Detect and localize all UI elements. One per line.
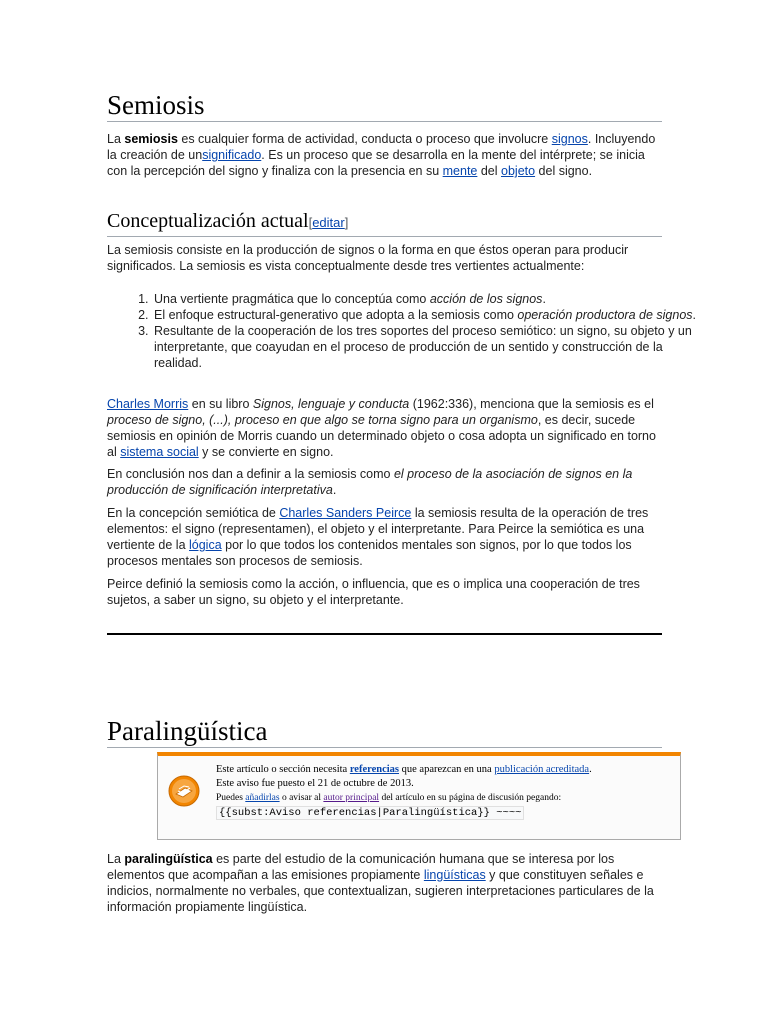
page-title-paralinguistica: Paralingüística: [107, 716, 662, 748]
link-significado[interactable]: significado: [202, 148, 262, 162]
paragraph-semiosis-definition: La semiosis consiste en la producción de signos o la forma en que éstos operan para producir significados. La semiosis es vista conceptualmente desde tres vertientes actualmente:: [107, 243, 629, 273]
link-signos[interactable]: signos: [551, 132, 588, 146]
notice-date: Este aviso fue puesto el 21 de octubre de 2013.: [216, 778, 414, 789]
link-charles-sanders-peirce[interactable]: Charles Sanders Peirce: [279, 506, 412, 520]
link-logica[interactable]: lógica: [189, 538, 222, 552]
bold-term: semiosis: [124, 132, 178, 146]
list-item: 1. Una vertiente pragmática que lo conceptúa como acción de los signos.: [152, 291, 707, 307]
list-item: 2. El enfoque estructural-generativo que adopta a la semiosis como operación productora de signos.: [152, 307, 707, 323]
notice-text: Este artículo o sección necesita referencias que aparezcan en una publicación acreditada. Este aviso fue puesto el 21 de octubre de 2013. Puedes añadirlas o avisar al autor principal del artículo en su página de discusión pegando: {{subst:Aviso referencias|Paralingüística}} ~~~~: [216, 763, 676, 820]
list-item: 3. Resultante de la cooperación de los tres soportes del proceso semiótico: un signo, su objeto y un interpretante, que coayudan en el proceso de producción de un sentido y construcción de la realidad.: [152, 323, 707, 371]
link-anadirlas[interactable]: añadirlas: [245, 793, 280, 803]
paragraph-peirce-definition: Peirce definió la semiosis como la acción, o influencia, que es o implica una cooperación de tres sujetos, a saber un signo, su objeto y el interpretante.: [107, 577, 640, 607]
link-charles-morris[interactable]: Charles Morris: [107, 397, 189, 411]
paragraph-conclusion: En conclusión nos dan a definir a la semiosis como el proceso de la asociación de signos en la producción de significación interpretativa.: [107, 467, 633, 497]
semiosis-intro-paragraph: La semiosis es cualquier forma de actividad, conducta o proceso que involucre signos. Incluyendo la creación de unsignificado. Es un proceso que se desarrolla en la mente del intérprete; se inicia con la percepción del signo y finaliza con la presencia en su mente del objeto del signo.: [107, 132, 656, 178]
link-referencias[interactable]: referencias: [349, 764, 400, 775]
heading-conceptualizacion: Conceptualización actual[editar]: [107, 209, 662, 237]
paragraph-morris: Charles Morris en su libro Signos, lenguaje y conducta (1962:336), menciona que la semiosis es el proceso de signo, (...), proceso en que algo se torna signo para un organismo, es decir, sucede semiosis en opinión de Morris cuando un determinado objeto o cosa adopta un significado en torno al sistema social y se convierte en signo.: [107, 397, 656, 459]
link-linguisticas[interactable]: lingüísticas: [423, 868, 486, 882]
page-title-semiosis: Semiosis: [107, 90, 662, 122]
paragraph-paralinguistica: La paralingüística es parte del estudio de la comunicación humana que se interesa por los elementos que acompañan a las emisiones propiamente lingüísticas y que constituyen señales e indicios, normalmente no verbales, que contextualizan, sugieren interpretaciones particulares de la información propiamente lingüística.: [107, 852, 654, 914]
edit-link[interactable]: editar: [312, 215, 345, 230]
link-publicacion-acreditada[interactable]: publicación acreditada: [494, 764, 590, 775]
vertientes-list: [107, 291, 707, 371]
book-icon: [168, 775, 200, 807]
paragraph-peirce: En la concepción semiótica de Charles Sanders Peirce la semiosis resulta de la operación de tres elementos: el signo (representamen), el objeto y el interpretante. Para Peirce la semiótica es una vertiente de la lógica por lo que todos los contenidos mentales son signos, por lo que todos los procesos mentales son procesos de semiosis.: [107, 506, 649, 568]
references-notice-box: [157, 752, 681, 840]
edit-section: [editar]: [308, 215, 349, 230]
link-mente[interactable]: mente: [442, 164, 478, 178]
bold-term: paralingüística: [124, 852, 213, 866]
link-autor-principal[interactable]: autor principal: [323, 793, 380, 803]
link-objeto[interactable]: objeto: [501, 164, 536, 178]
template-code[interactable]: {{subst:Aviso referencias|Paralingüística}} ~~~~: [216, 806, 524, 820]
page-divider: [107, 633, 662, 635]
link-sistema-social[interactable]: sistema social: [120, 445, 199, 459]
